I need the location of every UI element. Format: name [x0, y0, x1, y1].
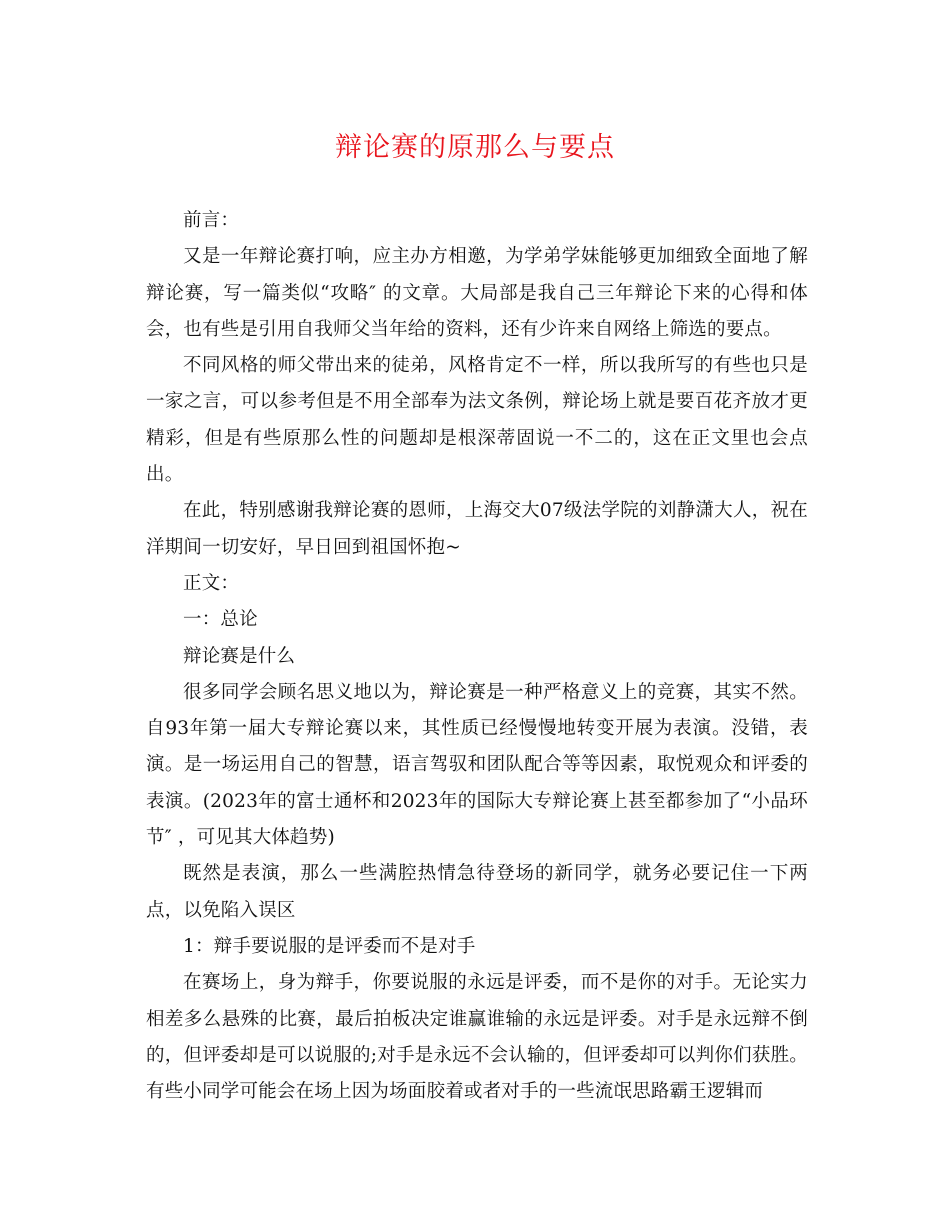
paragraph-preface-thanks: 在此，特别感谢我辩论赛的恩师，上海交大07级法学院的刘静潇大人，祝在洋期间一切安好，早日回到祖国怀抱~: [146, 500, 808, 558]
subheading-what-is-debate: 辩论赛是什么: [183, 645, 296, 667]
subheading-point-one: 1：辩手要说服的是评委而不是对手: [183, 935, 476, 957]
document-title: 辩论赛的原那么与要点: [335, 132, 615, 163]
paragraph-persuade-judges: 在赛场上，身为辩手，你要说服的永远是评委，而不是你的对手。无论实力相差多么悬殊的比赛，最后拍板决定谁赢谁输的永远是评委。对手是永远辩不倒的，但评委却是可以说服的;对手是永远不会认输的，但评委却可以判你们获胜。有些小同学可能会在场上因为场面胶着或者对手的一些流氓思路霸王逻辑而: [146, 972, 808, 1103]
paragraph-preface-intro: 又是一年辩论赛打响，应主办方相邀，为学弟学妹能够更加细致全面地了解辩论赛，写一篇类似“攻略″ 的文章。大局部是我自己三年辩论下来的心得和体会，也有些是引用自我师父当年给的资料，还有少许来自网络上筛选的要点。: [146, 246, 808, 340]
paragraph-preface-heading: 前言：: [183, 210, 240, 231]
document-body: [146, 203, 808, 1110]
paragraph-debate-as-performance: 很多同学会顾名思义地以为，辩论赛是一种严格意义上的竞赛，其实不然。自93年第一届大专辩论赛以来，其性质已经慢慢地转变开展为表演。没错，表演。是一场运用自己的智慧，语言驾驭和团队配合等等因素，取悦观众和评委的表演。(2023年的富士通杯和2023年的国际大专辩论赛上甚至都参加了“小品环节″ ，可见其大体趋势): [146, 681, 808, 849]
paragraph-main-heading: 正文：: [183, 572, 240, 594]
paragraph-two-points: 既然是表演，那么一些满腔热情急待登场的新同学，就务必要记住一下两点，以免陷入误区: [146, 863, 808, 921]
section-heading-overview: 一：总论: [183, 609, 258, 631]
paragraph-preface-style: 不同风格的师父带出来的徒弟，风格肯定不一样，所以我所写的有些也只是一家之言，可以参考但是不用全部奉为法文条例，辩论场上就是要百花齐放才更精彩，但是有些原那么性的问题却是根深蒂固说一不二的，这在正文里也会点出。: [146, 355, 808, 486]
